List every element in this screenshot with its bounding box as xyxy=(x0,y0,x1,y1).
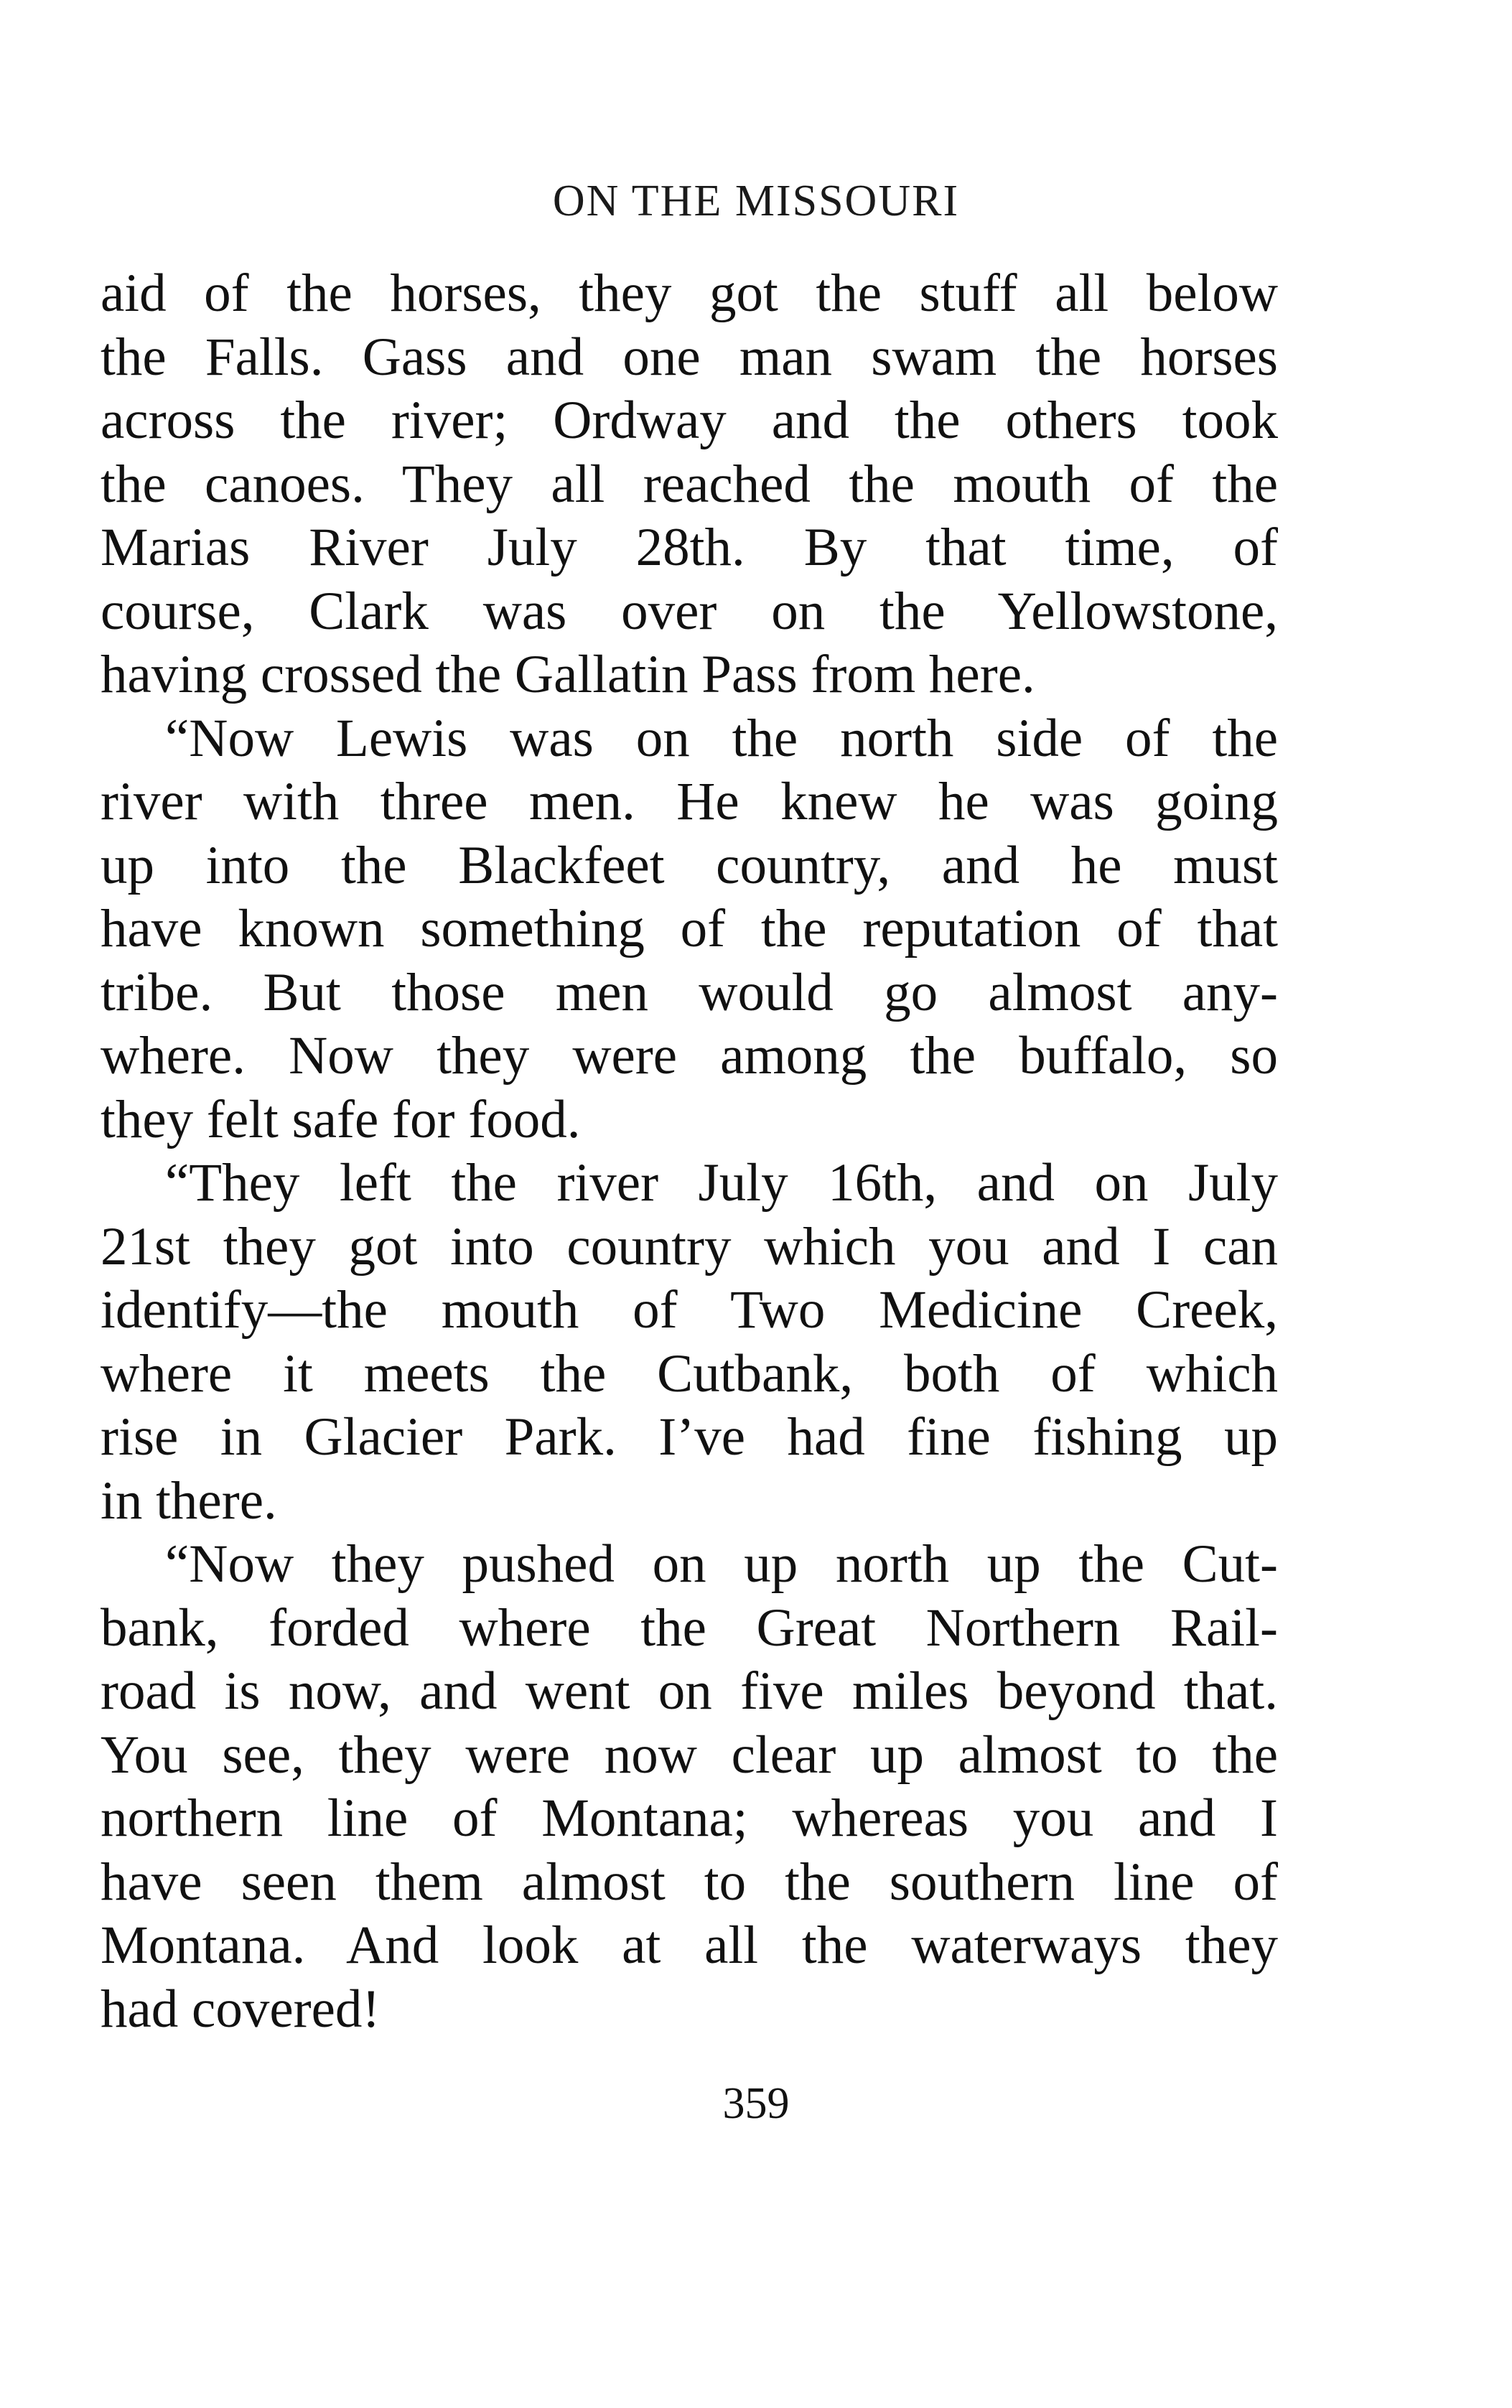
text-line: “They left the river July 16th, and on July xyxy=(165,1153,1278,1213)
text-line: identify—the mouth of Two Medicine Creek, xyxy=(101,1280,1278,1340)
text-line: across the river; Ordway and the others took xyxy=(101,391,1278,450)
text-line: 21st they got into country which you and I can xyxy=(101,1216,1278,1277)
text-line: “Now they pushed on up north up the Cut- xyxy=(165,1534,1278,1594)
text-line: have seen them almost to the southern line of xyxy=(101,1852,1278,1912)
text-line: You see, they were now clear up almost to the xyxy=(101,1725,1278,1785)
text-line: having crossed the Gallatin Pass from here. xyxy=(101,645,1035,704)
text-line: “Now Lewis was on the north side of the xyxy=(165,708,1278,768)
text-line: up into the Blackfeet country, and he must xyxy=(101,835,1278,895)
text-line: they felt safe for food. xyxy=(101,1089,581,1149)
text-line: Montana. And look at all the waterways they xyxy=(101,1915,1278,1975)
text-line: had covered! xyxy=(101,1979,381,2039)
text-line: in there. xyxy=(101,1470,277,1531)
text-line: northern line of Montana; whereas you and I xyxy=(101,1788,1278,1848)
text-line: tribe. But those men would go almost any- xyxy=(101,962,1278,1022)
text-line: aid of the horses, they got the stuff all below xyxy=(101,263,1278,323)
text-line: where it meets the Cutbank, both of which xyxy=(101,1343,1278,1404)
text-line: Marias River July 28th. By that time, of xyxy=(101,518,1278,577)
text-line: the Falls. Gass and one man swam the horses xyxy=(101,327,1278,387)
text-line: bank, forded where the Great Northern Rail- xyxy=(101,1597,1278,1658)
text-line: road is now, and went on five miles beyond that. xyxy=(101,1661,1278,1721)
text-line: have known something of the reputation of that xyxy=(101,899,1278,958)
body-text xyxy=(101,262,1278,2041)
text-line: course, Clark was over on the Yellowstone, xyxy=(101,581,1278,641)
text-line: rise in Glacier Park. I’ve had fine fishing up xyxy=(101,1407,1278,1467)
text-line: river with three men. He knew he was going xyxy=(101,772,1278,831)
running-head: ON THE MISSOURI xyxy=(552,177,960,225)
text-line: the canoes. They all reached the mouth of the xyxy=(101,454,1278,514)
page-number: 359 xyxy=(722,2079,790,2128)
text-line: where. Now they were among the buffalo, so xyxy=(101,1026,1278,1086)
